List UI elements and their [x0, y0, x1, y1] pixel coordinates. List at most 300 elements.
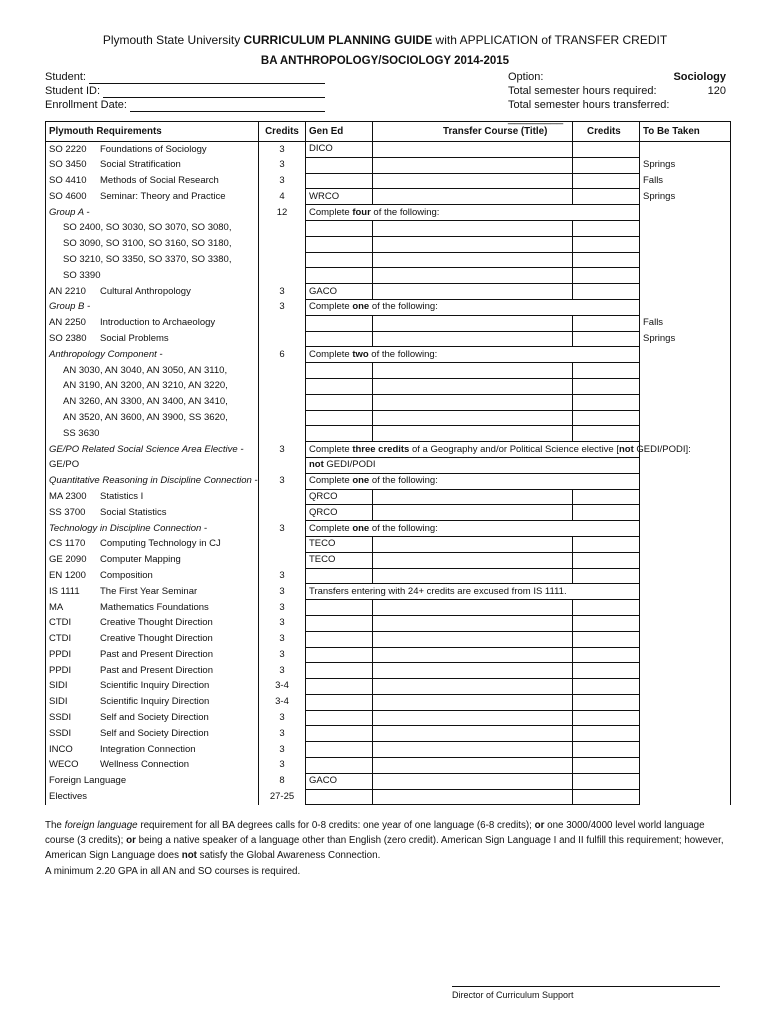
gen-ed-cell[interactable]	[306, 236, 373, 252]
course-code: SIDI	[49, 696, 68, 708]
transfer-course-cell[interactable]	[373, 536, 573, 552]
transfer-credits-cell[interactable]	[573, 394, 640, 410]
transfer-credits-cell[interactable]	[573, 410, 640, 426]
to-be-taken-cell	[640, 631, 731, 647]
transfer-course-cell[interactable]	[373, 489, 573, 505]
to-be-taken-cell	[640, 457, 731, 473]
transfer-course-cell[interactable]	[373, 679, 573, 695]
course-title: Self and Society Direction	[100, 712, 209, 724]
course-code: SSDI	[49, 712, 72, 724]
course-code: SO 3210, SO 3350, SO 3370, SO 3380,	[63, 253, 232, 265]
course-title: Creative Thought Direction	[100, 617, 213, 629]
to-be-taken-cell	[640, 536, 731, 552]
course-code: Anthropology Component -	[49, 348, 163, 360]
table-row	[46, 647, 731, 663]
requirement-cell	[46, 679, 259, 695]
transfer-course-cell[interactable]	[373, 142, 573, 158]
table-row	[46, 773, 731, 789]
course-code: PPDI	[49, 664, 72, 676]
transfer-course-cell[interactable]	[373, 631, 573, 647]
credits-cell	[259, 552, 306, 568]
requirement-cell	[46, 742, 259, 758]
transfer-course-cell[interactable]	[373, 742, 573, 758]
to-be-taken-cell	[640, 505, 731, 521]
transfer-credits-cell[interactable]	[573, 536, 640, 552]
course-title: Seminar: Theory and Practice	[100, 190, 226, 202]
to-be-taken-cell	[640, 726, 731, 742]
transfer-credits-cell[interactable]	[573, 789, 640, 805]
to-be-taken-cell	[640, 600, 731, 616]
table-row	[46, 173, 731, 189]
gen-ed-cell[interactable]	[306, 615, 373, 631]
course-code: MA 2300	[49, 490, 87, 502]
transfer-course-cell[interactable]	[373, 252, 573, 268]
requirement-cell	[46, 663, 259, 679]
course-code: Technology in Discipline Connection -	[49, 522, 208, 534]
to-be-taken-cell	[640, 268, 731, 284]
course-title: Social Problems	[100, 332, 169, 344]
table-row	[46, 536, 731, 552]
credits-cell	[259, 394, 306, 410]
student-id-field[interactable]	[103, 87, 325, 98]
credits-cell: 3	[259, 631, 306, 647]
foreign-language-note: The foreign language requirement for all BA degrees calls for 0-8 credits: one year of one language (6-8 credits); or one 3000/4000 level world language course (3 credits); or being a native speaker of a language other than English (zero credit). American Sign Language I and II fulfill this requirement; however, American Sign Language does not satisfy the Global Awareness Connection.	[45, 820, 724, 861]
to-be-taken-cell	[640, 568, 731, 584]
transfer-credits-cell[interactable]	[573, 363, 640, 379]
transfer-credits-cell[interactable]	[573, 426, 640, 442]
credits-cell: 3	[259, 758, 306, 774]
gen-ed-cell[interactable]: TECO	[306, 552, 373, 568]
table-row	[46, 236, 731, 252]
credits-cell: 3	[259, 584, 306, 600]
gen-ed-cell[interactable]	[306, 220, 373, 236]
transfer-credits-cell[interactable]	[573, 331, 640, 347]
table-row	[46, 615, 731, 631]
credits-cell: 3	[259, 473, 306, 489]
to-be-taken-cell	[640, 284, 731, 300]
gen-ed-cell[interactable]	[306, 631, 373, 647]
course-title: Social Statistics	[100, 506, 167, 518]
to-be-taken-cell	[640, 394, 731, 410]
gen-ed-cell[interactable]	[306, 710, 373, 726]
transfer-course-cell[interactable]	[373, 726, 573, 742]
student-row[interactable]: Student:	[45, 70, 325, 84]
credits-cell	[259, 410, 306, 426]
student-id-row[interactable]: Student ID:	[45, 84, 325, 98]
transfer-course-cell[interactable]	[373, 268, 573, 284]
table-row	[46, 742, 731, 758]
transfer-credits-cell[interactable]	[573, 647, 640, 663]
requirement-cell	[46, 615, 259, 631]
credits-cell	[259, 426, 306, 442]
course-title: Self and Society Direction	[100, 727, 209, 739]
table-row	[46, 521, 731, 537]
requirement-cell	[46, 773, 259, 789]
gen-ed-cell: Complete one of the following:	[306, 521, 640, 537]
table-row	[46, 189, 731, 205]
table-row	[46, 268, 731, 284]
course-code: SO 3390	[63, 269, 101, 281]
table-row	[46, 663, 731, 679]
credits-cell	[259, 363, 306, 379]
credits-cell: 3	[259, 615, 306, 631]
header-credits: Credits	[259, 122, 306, 142]
course-code: PPDI	[49, 648, 72, 660]
student-name-field[interactable]	[89, 73, 325, 84]
gen-ed-cell[interactable]: WRCO	[306, 189, 373, 205]
credits-cell: 6	[259, 347, 306, 363]
requirement-cell	[46, 536, 259, 552]
course-code: AN 3030, AN 3040, AN 3050, AN 3110,	[63, 364, 228, 376]
table-row	[46, 284, 731, 300]
transfer-course-cell[interactable]	[373, 410, 573, 426]
course-code: IS 1111	[49, 585, 80, 597]
course-code: GE/PO	[49, 459, 80, 471]
enrollment-row[interactable]: Enrollment Date:	[45, 98, 325, 112]
credits-cell: 3	[259, 284, 306, 300]
transfer-credits-cell[interactable]	[573, 742, 640, 758]
requirement-cell	[46, 647, 259, 663]
to-be-taken-cell	[640, 426, 731, 442]
transfer-credits-cell[interactable]	[573, 157, 640, 173]
transfer-course-cell[interactable]	[373, 663, 573, 679]
transfer-credits-cell[interactable]	[573, 694, 640, 710]
table-row	[46, 694, 731, 710]
course-title: Statistics I	[100, 490, 144, 502]
gen-ed-cell[interactable]	[306, 252, 373, 268]
to-be-taken-cell	[640, 758, 731, 774]
table-row	[46, 631, 731, 647]
to-be-taken-cell	[640, 584, 731, 600]
credits-cell: 3	[259, 726, 306, 742]
transfer-course-cell[interactable]	[373, 331, 573, 347]
course-code: SS 3630	[63, 427, 100, 439]
gen-ed-cell[interactable]	[306, 331, 373, 347]
course-title: Social Stratification	[100, 159, 181, 171]
to-be-taken-cell	[640, 663, 731, 679]
option-label: Option:	[508, 71, 544, 83]
gen-ed-cell[interactable]	[306, 694, 373, 710]
credits-cell: 3	[259, 600, 306, 616]
credits-cell: 3	[259, 442, 306, 458]
requirement-cell	[46, 205, 259, 221]
table-row	[46, 600, 731, 616]
transfer-credits-cell[interactable]	[573, 189, 640, 205]
transfer-credits-cell[interactable]	[573, 679, 640, 695]
gen-ed-cell[interactable]: GACO	[306, 284, 373, 300]
transfer-course-cell[interactable]	[373, 378, 573, 394]
transfer-credits-cell[interactable]	[573, 663, 640, 679]
transfer-credits-cell[interactable]	[573, 315, 640, 331]
course-title: Composition	[100, 569, 153, 581]
course-title: Scientific Inquiry Direction	[100, 696, 210, 708]
transfer-course-cell[interactable]	[373, 220, 573, 236]
course-code: Electives	[49, 791, 88, 803]
gen-ed-cell: Complete one of the following:	[306, 473, 640, 489]
credits-cell: 12	[259, 205, 306, 221]
transfer-credits-cell[interactable]	[573, 568, 640, 584]
signature-label: Director of Curriculum Support	[452, 990, 574, 1000]
gen-ed-cell[interactable]: QRCO	[306, 505, 373, 521]
course-code: CS 1170	[49, 538, 86, 550]
gen-ed-cell[interactable]	[306, 378, 373, 394]
course-title: The First Year Seminar	[100, 585, 198, 597]
transfer-course-cell[interactable]	[373, 710, 573, 726]
gen-ed-cell[interactable]	[306, 410, 373, 426]
transfer-credits-cell[interactable]	[573, 284, 640, 300]
transfer-course-cell[interactable]	[373, 789, 573, 805]
gen-ed-cell[interactable]	[306, 789, 373, 805]
course-title: Past and Present Direction	[100, 664, 214, 676]
credits-cell: 3	[259, 157, 306, 173]
requirement-cell	[46, 789, 259, 805]
requirement-cell	[46, 552, 259, 568]
requirement-cell	[46, 505, 259, 521]
credits-cell: 3-4	[259, 694, 306, 710]
gen-ed-cell[interactable]: GACO	[306, 773, 373, 789]
transfer-course-cell[interactable]	[373, 157, 573, 173]
transfer-course-cell[interactable]	[373, 568, 573, 584]
table-row	[46, 252, 731, 268]
course-code: MA	[49, 601, 64, 613]
transfer-credits-cell[interactable]	[573, 378, 640, 394]
table-row	[46, 584, 731, 600]
transfer-credits-cell[interactable]	[573, 252, 640, 268]
transfer-course-cell[interactable]	[373, 505, 573, 521]
to-be-taken-cell	[640, 142, 731, 158]
to-be-taken-cell	[640, 252, 731, 268]
course-code: Quantitative Reasoning in Discipline Connection -	[49, 475, 258, 487]
to-be-taken-cell	[640, 742, 731, 758]
credits-cell	[259, 505, 306, 521]
course-title: Introduction to Archaeology	[100, 317, 216, 329]
transfer-course-cell[interactable]	[373, 647, 573, 663]
transfer-credits-cell[interactable]	[573, 552, 640, 568]
transfer-credits-cell[interactable]	[573, 220, 640, 236]
credits-cell: 27-25	[259, 789, 306, 805]
transfer-course-cell[interactable]	[373, 394, 573, 410]
transfer-course-cell[interactable]	[373, 773, 573, 789]
course-title: Mathematics Foundations	[100, 601, 209, 613]
gen-ed-cell[interactable]	[306, 268, 373, 284]
course-code: AN 2250	[49, 317, 86, 329]
transfer-credits-cell[interactable]	[573, 631, 640, 647]
hours-transferred-label: Total semester hours transferred: _________	[508, 99, 670, 125]
gen-ed-cell: Complete one of the following:	[306, 299, 640, 315]
requirement-cell	[46, 142, 259, 158]
course-code: INCO	[49, 743, 73, 755]
transfer-course-cell[interactable]	[373, 552, 573, 568]
transfer-credits-cell[interactable]	[573, 505, 640, 521]
course-code: SSDI	[49, 727, 72, 739]
table-row	[46, 552, 731, 568]
transfer-credits-cell[interactable]	[573, 142, 640, 158]
table-row	[46, 157, 731, 173]
course-title: Cultural Anthropology	[100, 285, 191, 297]
gen-ed-cell: Transfers entering with 24+ credits are excused from IS 1111.	[306, 584, 640, 600]
transfer-credits-cell[interactable]	[573, 615, 640, 631]
table-row	[46, 457, 731, 473]
transfer-course-cell[interactable]	[373, 615, 573, 631]
requirement-cell	[46, 694, 259, 710]
requirement-cell	[46, 284, 259, 300]
requirement-cell	[46, 331, 259, 347]
to-be-taken-cell	[640, 521, 731, 537]
credits-cell	[259, 220, 306, 236]
header-gen-ed: Gen Ed	[306, 122, 373, 142]
credits-cell: 3	[259, 299, 306, 315]
gen-ed-cell[interactable]	[306, 726, 373, 742]
to-be-taken-cell	[640, 236, 731, 252]
course-code: Group A -	[49, 206, 90, 218]
transfer-course-cell[interactable]	[373, 189, 573, 205]
to-be-taken-cell	[640, 378, 731, 394]
to-be-taken-cell: Springs	[640, 189, 731, 205]
requirement-cell	[46, 758, 259, 774]
requirement-cell	[46, 363, 259, 379]
course-code: Group B -	[49, 301, 91, 313]
transfer-credits-cell[interactable]	[573, 710, 640, 726]
course-title: Scientific Inquiry Direction	[100, 680, 210, 692]
requirement-cell	[46, 426, 259, 442]
transfer-course-cell[interactable]	[373, 236, 573, 252]
gen-ed-cell[interactable]	[306, 157, 373, 173]
requirement-cell	[46, 710, 259, 726]
gen-ed-cell[interactable]	[306, 758, 373, 774]
header-requirements: Plymouth Requirements	[46, 122, 259, 142]
requirement-cell	[46, 442, 259, 458]
option-info	[508, 70, 726, 125]
gen-ed-cell[interactable]	[306, 600, 373, 616]
transfer-credits-cell[interactable]	[573, 489, 640, 505]
course-title: Computer Mapping	[100, 554, 181, 566]
gen-ed-cell[interactable]: DICO	[306, 142, 373, 158]
course-code: SO 2400, SO 3030, SO 3070, SO 3080,	[63, 222, 232, 234]
transfer-course-cell[interactable]	[373, 363, 573, 379]
to-be-taken-cell: Springs	[640, 331, 731, 347]
to-be-taken-cell	[640, 679, 731, 695]
to-be-taken-cell	[640, 220, 731, 236]
credits-cell	[259, 378, 306, 394]
transfer-course-cell[interactable]	[373, 600, 573, 616]
to-be-taken-cell	[640, 410, 731, 426]
to-be-taken-cell	[640, 647, 731, 663]
page-title: Plymouth State University CURRICULUM PLANNING GUIDE with APPLICATION of TRANSFER CREDIT	[102, 33, 668, 47]
course-title: Wellness Connection	[100, 759, 190, 771]
gen-ed-cell[interactable]	[306, 173, 373, 189]
transfer-credits-cell[interactable]	[573, 600, 640, 616]
to-be-taken-cell	[640, 205, 731, 221]
requirement-cell	[46, 236, 259, 252]
transfer-course-cell[interactable]	[373, 426, 573, 442]
gen-ed-cell[interactable]	[306, 742, 373, 758]
gen-ed-cell[interactable]: TECO	[306, 536, 373, 552]
to-be-taken-cell	[640, 473, 731, 489]
requirement-cell	[46, 315, 259, 331]
table-row	[46, 205, 731, 221]
transfer-course-cell[interactable]	[373, 173, 573, 189]
table-row	[46, 473, 731, 489]
requirement-cell	[46, 220, 259, 236]
gen-ed-cell[interactable]	[306, 568, 373, 584]
signature-line[interactable]	[452, 986, 720, 987]
transfer-credits-cell[interactable]	[573, 758, 640, 774]
student-info	[45, 70, 325, 112]
gen-ed-cell[interactable]: QRCO	[306, 489, 373, 505]
requirement-cell	[46, 252, 259, 268]
requirement-cell	[46, 457, 259, 473]
table-row	[46, 410, 731, 426]
transfer-credits-cell[interactable]	[573, 268, 640, 284]
transfer-credits-cell[interactable]	[573, 726, 640, 742]
gen-ed-cell[interactable]	[306, 315, 373, 331]
course-code: SO 2220	[49, 143, 87, 155]
gen-ed-cell[interactable]	[306, 647, 373, 663]
transfer-credits-cell[interactable]	[573, 173, 640, 189]
credits-cell	[259, 252, 306, 268]
table-row	[46, 442, 731, 458]
transfer-credits-cell[interactable]	[573, 236, 640, 252]
table-row	[46, 568, 731, 584]
gen-ed-cell: Complete three credits of a Geography and/or Political Science elective [not GEDI/PODI]:	[306, 442, 640, 458]
credits-cell	[259, 457, 306, 473]
to-be-taken-cell: Falls	[640, 315, 731, 331]
table-row	[46, 299, 731, 315]
credits-cell	[259, 536, 306, 552]
gen-ed-cell[interactable]	[306, 426, 373, 442]
requirement-cell	[46, 410, 259, 426]
course-code: SS 3700	[49, 506, 86, 518]
credits-cell: 3	[259, 710, 306, 726]
requirement-cell	[46, 521, 259, 537]
course-code: SO 3090, SO 3100, SO 3160, SO 3180,	[63, 238, 232, 250]
enrollment-date-field[interactable]	[130, 101, 325, 112]
to-be-taken-cell	[640, 615, 731, 631]
to-be-taken-cell	[640, 694, 731, 710]
gen-ed-cell[interactable]	[306, 363, 373, 379]
table-row	[46, 679, 731, 695]
table-row	[46, 758, 731, 774]
transfer-course-cell[interactable]	[373, 758, 573, 774]
requirement-cell	[46, 726, 259, 742]
requirement-cell	[46, 378, 259, 394]
table-row	[46, 426, 731, 442]
transfer-course-cell[interactable]	[373, 315, 573, 331]
credits-cell	[259, 331, 306, 347]
course-code: SO 4410	[49, 174, 87, 186]
credits-cell: 3	[259, 647, 306, 663]
course-code: AN 3260, AN 3300, AN 3400, AN 3410,	[63, 396, 228, 408]
gen-ed-cell[interactable]	[306, 394, 373, 410]
requirements-table	[45, 121, 731, 805]
gen-ed-cell: Complete four of the following:	[306, 205, 640, 221]
transfer-course-cell[interactable]	[373, 694, 573, 710]
requirement-cell	[46, 299, 259, 315]
table-row	[46, 220, 731, 236]
table-row	[46, 726, 731, 742]
gen-ed-cell[interactable]	[306, 679, 373, 695]
gen-ed-cell[interactable]	[306, 663, 373, 679]
requirement-cell	[46, 173, 259, 189]
table-row	[46, 315, 731, 331]
course-code: GE/PO Related Social Science Area Elective -	[49, 443, 244, 455]
gpa-note: A minimum 2.20 GPA in all AN and SO courses is required.	[45, 866, 301, 877]
transfer-course-cell[interactable]	[373, 284, 573, 300]
table-row	[46, 505, 731, 521]
hours-required-value: 120	[707, 85, 726, 97]
transfer-credits-cell[interactable]	[573, 773, 640, 789]
course-title: Creative Thought Direction	[100, 633, 213, 645]
